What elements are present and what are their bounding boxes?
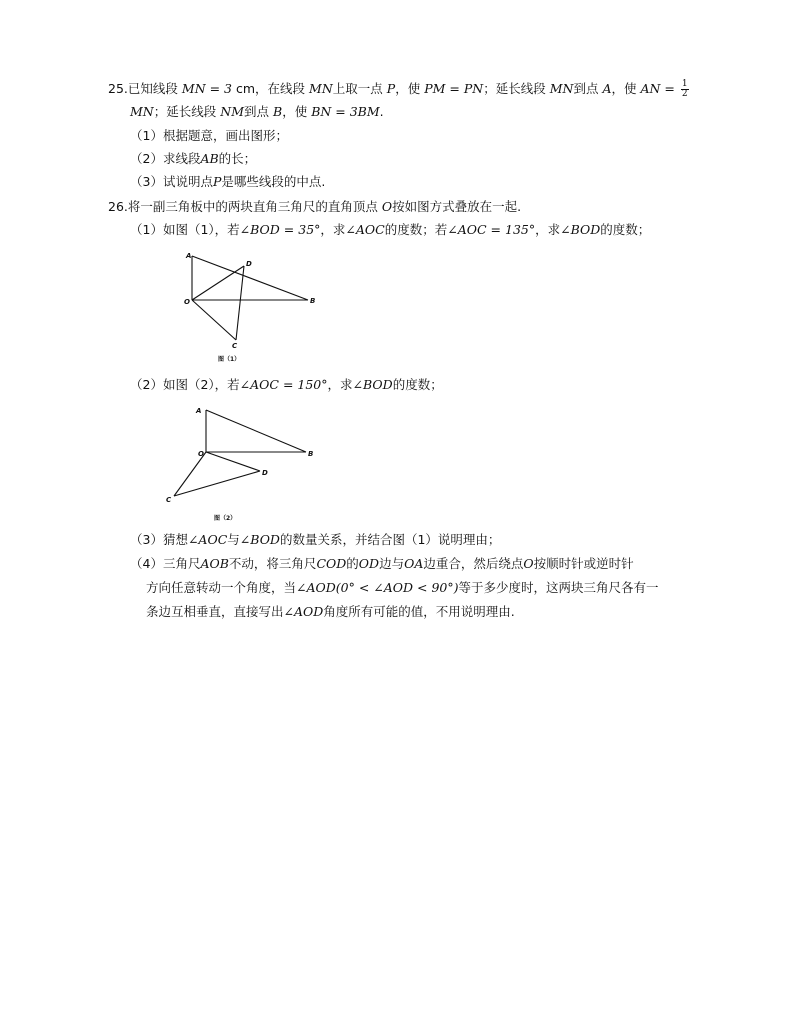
q26-sub4-line2: 方向任意转动一个角度，当∠AOD(0° < ∠AOD < 90°)等于多少度时，这两块三角尺各有一 — [146, 580, 659, 595]
q26-sub2: （2）如图（2），若∠AOC = 150°，求∠BOD的度数； — [130, 377, 443, 392]
edge-cd — [174, 471, 260, 496]
q26-sub4-line1: （4）三角尺AOB不动，将三角尺COD的OD边与OA边重合，然后绕点O按顺时针或逆时针 — [130, 556, 634, 571]
label-c: C — [232, 342, 238, 350]
q25-line1: 25.已知线段 MN = 3 cm，在线段 MN上取一点 P，使 PM = PN；延长线段 MN到点 A，使 AN = $\frac{1}{2}$ — [108, 79, 688, 99]
figure-2 — [160, 402, 320, 527]
q25-line2: MN；延长线段 NM到点 B，使 BN = 3BM. — [130, 104, 384, 119]
q26-sub3: （3）猜想∠AOC与∠BOD的数量关系，并结合图（1）说明理由； — [130, 532, 501, 547]
edge-cd — [236, 266, 244, 340]
q26-sub4-line3: 条边互相垂直，直接写出∠AOD角度所有可能的值，不用说明理由. — [146, 604, 515, 619]
label-o: O — [184, 298, 190, 306]
label-d: D — [262, 469, 268, 477]
label-d: D — [246, 260, 252, 268]
q25-sub3: （3）试说明点P是哪些线段的中点. — [130, 174, 326, 189]
edge-oc — [192, 300, 236, 340]
label-a: A — [186, 252, 192, 260]
figure-2-caption: 图（2） — [214, 515, 237, 522]
q25-sub1: （1）根据题意，画出图形； — [130, 128, 288, 143]
q25-sub2: （2）求线段AB的长； — [130, 151, 257, 166]
edge-oc — [174, 452, 206, 496]
label-b: B — [308, 450, 314, 458]
fraction-one-half: $\frac{1}{2}$ — [681, 79, 688, 99]
label-a: A — [196, 407, 202, 415]
label-b: B — [310, 297, 316, 305]
q26-number: 26. — [108, 199, 128, 214]
figure-1-caption: 图（1） — [218, 356, 241, 363]
q26-sub1: （1）如图（1），若∠BOD = 35°，求∠AOC的度数；若∠AOC = 135°，求∠BOD的度数； — [130, 222, 651, 237]
q26-intro: 26.将一副三角板中的两块直角三角尺的直角顶点 O按如图方式叠放在一起. — [108, 199, 522, 214]
label-o: O — [198, 450, 204, 458]
edge-od — [192, 266, 244, 300]
q25-number: 25. — [108, 81, 128, 96]
edge-ab — [206, 410, 306, 452]
edge-od — [206, 452, 260, 471]
figure-1 — [180, 248, 330, 368]
label-c: C — [166, 496, 172, 504]
